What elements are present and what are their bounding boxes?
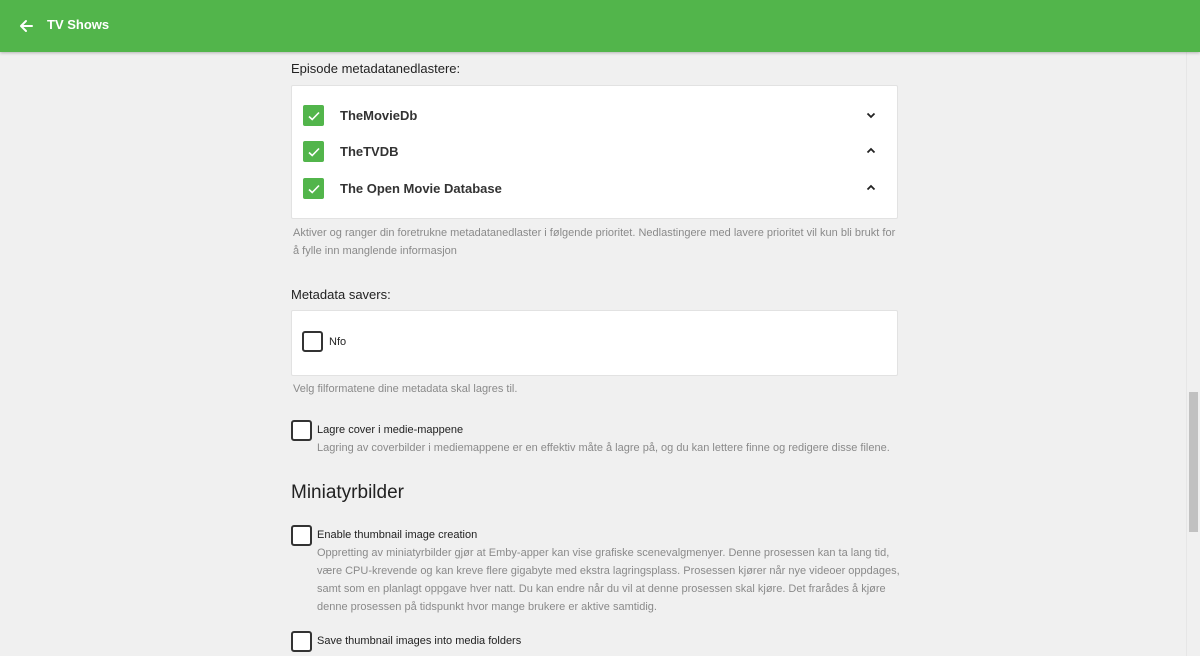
save-thumbnails-checkbox[interactable] [291,631,312,652]
arrow-left-icon [18,18,34,34]
fetcher-row-themoviedb [292,97,897,133]
chevron-up-icon [865,182,877,194]
scrollbar-thumb[interactable] [1189,392,1198,532]
fetcher-row-omdb [292,170,897,206]
checkmark-icon [307,182,321,196]
fetcher-label: The Open Movie Database [340,181,502,196]
fetcher-checkbox[interactable] [303,141,324,162]
move-up-button[interactable] [863,180,879,196]
chevron-up-icon [865,145,877,157]
nfo-label: Nfo [329,336,347,348]
chevron-down-icon [865,109,877,121]
save-cover-label: Lagre cover i medie-mappene [317,424,464,436]
enable-thumbnails-description: Oppretting av miniatyrbilder gjør at Emby-apper kan vise grafiske scenevalgmenyer. Denne prosessen kan ta lang tid, være CPU-krevende og kan kreve flere gigabyte med ekstra lagringsplass. Prosessen kjører når nye videoer oppdages, samt som en planlagt oppgave hver natt. Du kan endre når du vil at denne prosessen skal kjøre. Det frarådes å kjøre denne prosessen på tidspunkt hvor mange brukere er aktive samtidig. [317,547,900,613]
checkmark-icon [307,145,321,159]
fetcher-row-thetvdb [292,133,897,169]
fetcher-checkbox[interactable] [303,178,324,199]
episode-fetchers-help: Aktiver og ranger din foretrukne metadatanedlaster i følgende prioritet. Nedlastingere med lavere prioritet vil kun bli brukt for å fylle inn manglende informasjon [293,227,896,257]
save-cover-description: Lagring av coverbilder i mediemappene er en effektiv måte å lagre på, og du kan lettere finne og redigere disse filene. [317,442,890,454]
enable-thumbnails-label: Enable thumbnail image creation [317,529,478,541]
fetcher-label: TheTVDB [340,144,399,159]
app-header [0,0,1200,52]
save-cover-checkbox[interactable] [291,420,312,441]
save-thumbnails-label: Save thumbnail images into media folders [317,635,522,647]
metadata-savers-label: Metadata savers: [291,287,391,302]
fetcher-checkbox[interactable] [303,105,324,126]
metadata-savers-help: Velg filformatene dine metadata skal lagres til. [293,383,518,395]
move-up-button[interactable] [863,143,879,159]
page-scrollbar[interactable] [1186,52,1200,656]
episode-fetchers-list [291,85,898,219]
move-down-button[interactable] [863,107,879,123]
checkmark-icon [307,109,321,123]
enable-thumbnails-checkbox[interactable] [291,525,312,546]
back-button[interactable] [12,12,40,40]
episode-fetchers-label: Episode metadatanedlastere: [291,61,461,76]
thumbnails-heading: Miniatyrbilder [291,482,404,503]
page-title: TV Shows [47,17,110,32]
metadata-savers-list [291,310,898,376]
fetcher-label: TheMovieDb [340,108,418,123]
nfo-checkbox[interactable] [302,331,323,352]
